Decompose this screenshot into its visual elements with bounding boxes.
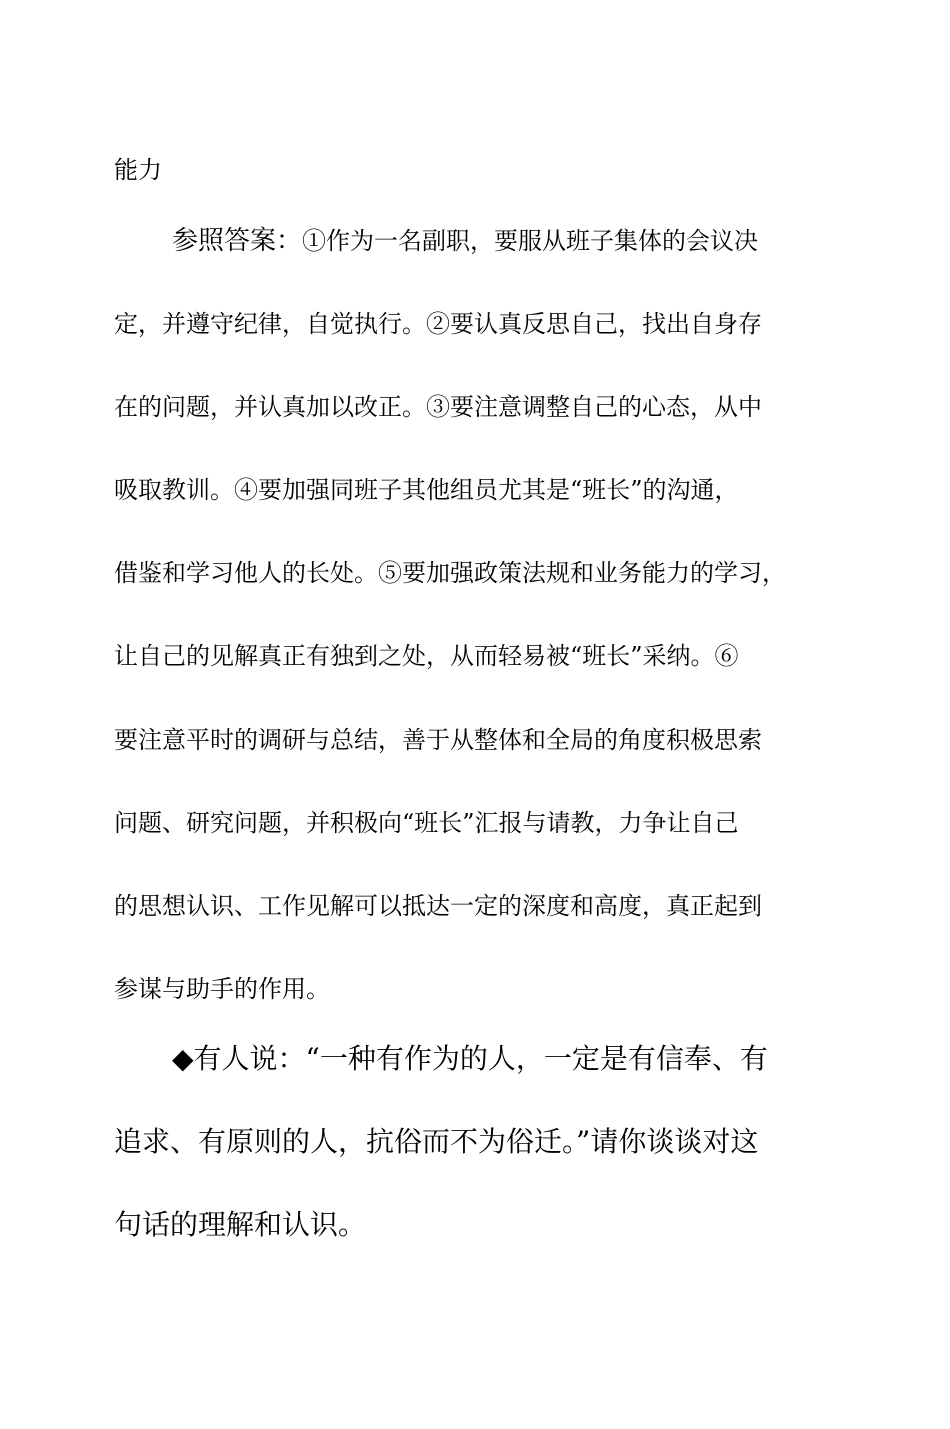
question-line: ◆有人说：“一种有作为的人，一定是有信奉、有	[172, 1042, 768, 1075]
answer-line: ①作为一名副职，要服从班子集体的会议决	[302, 227, 759, 255]
answer-line: 参谋与助手的作用。	[114, 975, 330, 1003]
answer-line: 让自己的见解真正有独到之处，从而轻易被“班长”采纳。⑥	[114, 642, 739, 670]
answer-line: 借鉴和学习他人的长处。⑤要加强政策法规和业务能力的学习，	[114, 559, 786, 587]
answer-line: 要注意平时的调研与总结，善于从整体和全局的角度积极思索	[114, 726, 762, 754]
answer-line: 定，并遵守纪律，自觉执行。②要认真反思自己，找出自身存	[114, 310, 762, 338]
answer-paragraph-first-line	[172, 226, 758, 256]
answer-line: 问题、研究问题，并积极向“班长”汇报与请教，力争让自己	[114, 809, 739, 837]
answer-label: 参照答案：	[172, 226, 303, 256]
answer-line: 的思想认识、工作见解可以抵达一定的深度和高度，真正起到	[114, 892, 762, 920]
question-line: 句话的理解和认识。	[114, 1208, 367, 1241]
question-line: 追求、有原则的人，抗俗而不为俗迁。”请你谈谈对这	[114, 1125, 759, 1158]
answer-line: 在的问题，并认真加以改正。③要注意调整自己的心态，从中	[114, 393, 762, 421]
answer-line: 吸取教训。④要加强同班子其他组员尤其是“班长”的沟通，	[114, 476, 739, 504]
carry-over-line: 能力	[114, 156, 162, 184]
